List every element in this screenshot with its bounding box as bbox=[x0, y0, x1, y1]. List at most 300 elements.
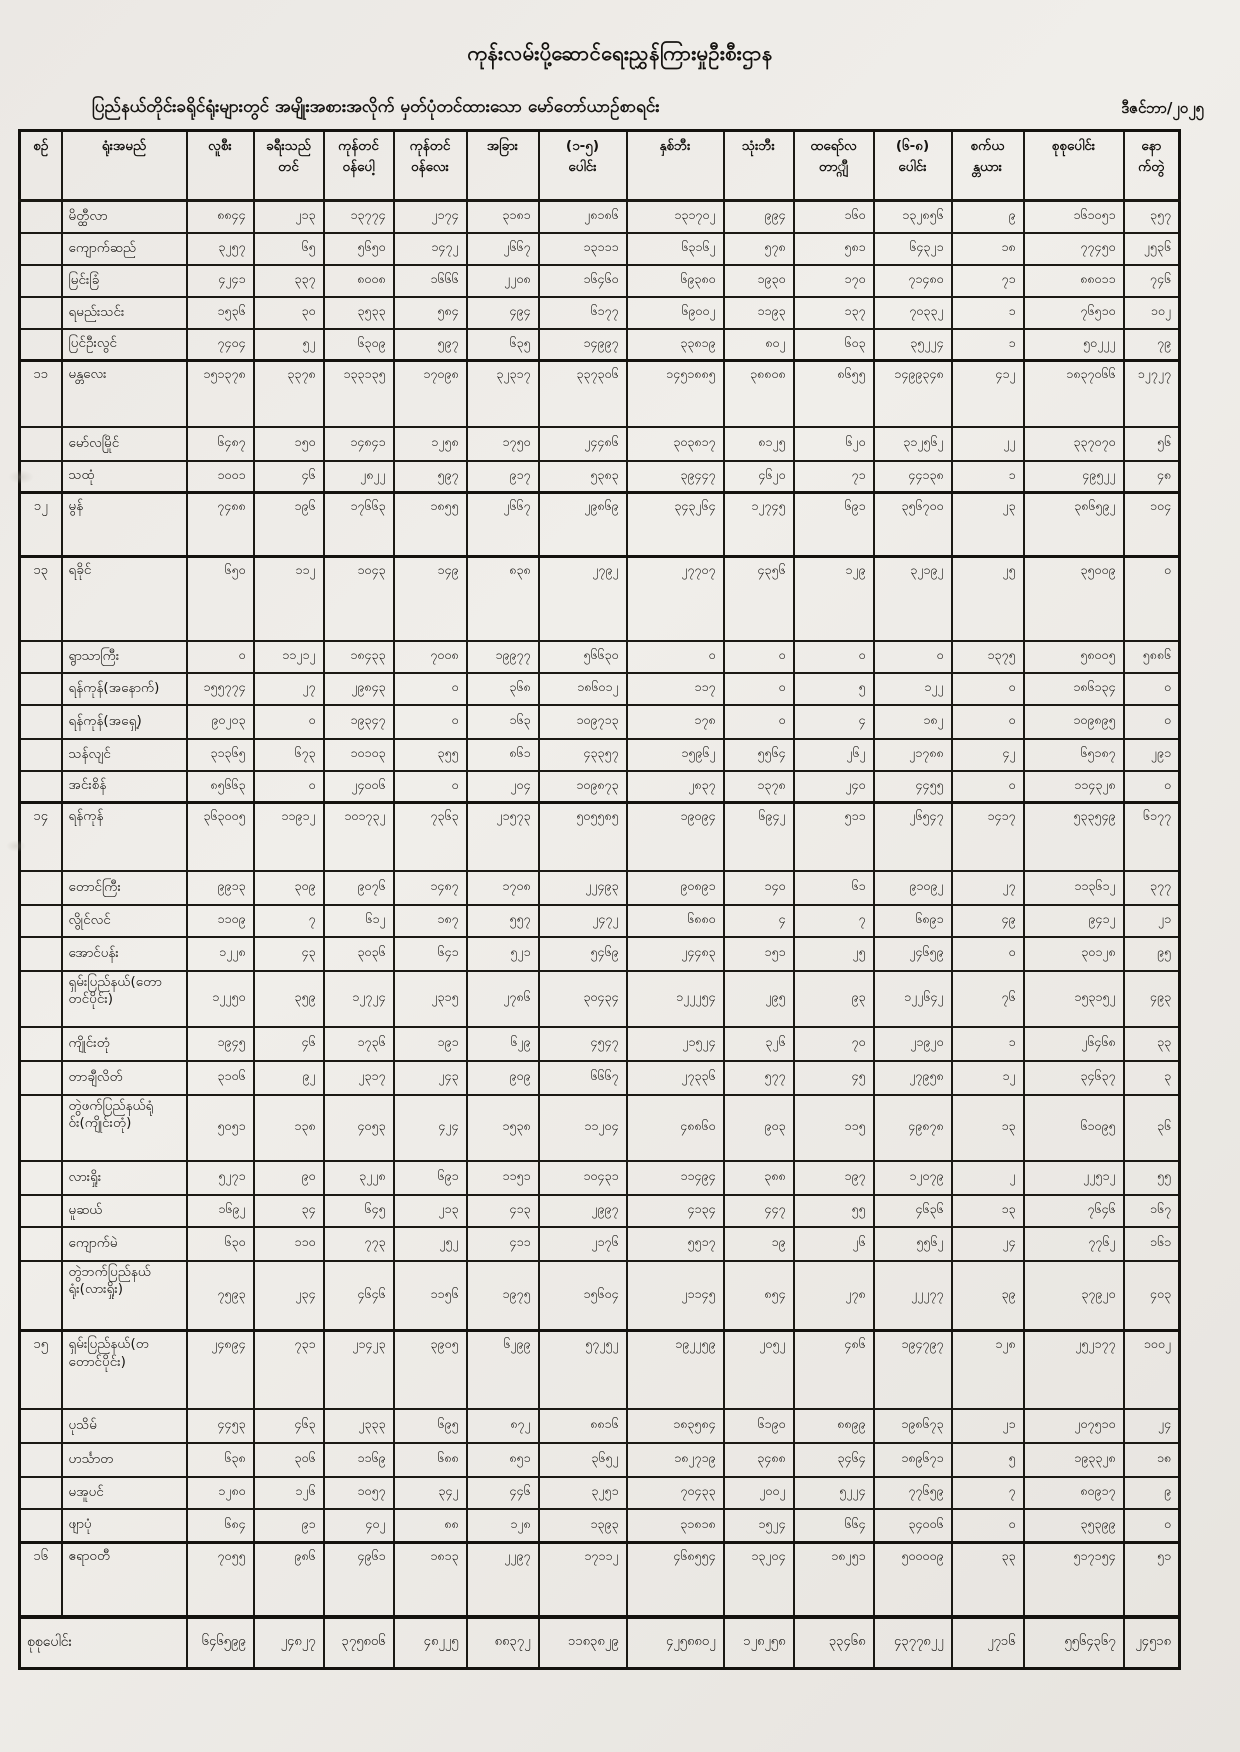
value-cell: ၁၈၉၆၇၁ bbox=[874, 1443, 952, 1477]
page-title: ကုန်းလမ်းပို့ဆောင်ရေးညွှန်ကြားမှုဦးစီးဌာန bbox=[467, 41, 773, 65]
value-cell: ၃၂၅၇ bbox=[187, 233, 254, 265]
value-cell: ၁၉၄၇၉၇ bbox=[874, 1331, 952, 1409]
office-name-cell: မြင်းခြံ bbox=[62, 265, 187, 297]
value-cell: ၁၅၁ bbox=[724, 937, 794, 971]
value-cell: ၁၅၆၀၄ bbox=[539, 1261, 627, 1331]
value-cell: ၅၈၄ bbox=[394, 297, 467, 329]
page-subtitle: ပြည်နယ်တိုင်းခရိုင်ရုံးများတွင် အမျိုးအစားအလိုက် မှတ်ပုံတင်ထားသော မော်တော်ယာဉ်စာရင်း bbox=[92, 97, 660, 117]
value-cell: ၀ bbox=[724, 673, 794, 705]
value-cell: ၈၈၀၁၁ bbox=[1024, 265, 1124, 297]
value-cell: ၄၉၅၂၂ bbox=[1024, 461, 1124, 493]
table-row bbox=[20, 905, 1180, 937]
value-cell: ၈၈ bbox=[394, 1509, 467, 1543]
value-cell: ၇၇၆၅၉ bbox=[874, 1477, 952, 1509]
office-name-cell: ကျိုင်းတုံ bbox=[62, 1027, 187, 1061]
value-cell: ၇၃၁ bbox=[254, 1331, 324, 1409]
office-name-cell: ရခိုင် bbox=[62, 557, 187, 641]
value-cell: ၉ bbox=[1124, 1477, 1180, 1509]
table-row bbox=[20, 361, 1180, 427]
value-cell: ၃၄၆၄ bbox=[794, 1443, 874, 1477]
value-cell: ၇၆၄၆ bbox=[1024, 1195, 1124, 1227]
value-cell: ၅၅၇ bbox=[467, 905, 539, 937]
value-cell: ၆၄၁ bbox=[394, 937, 467, 971]
value-cell: ၁၈၂ bbox=[874, 705, 952, 739]
office-name-cell: ဖျာပုံ bbox=[62, 1509, 187, 1543]
table-row bbox=[20, 673, 1180, 705]
serial-cell bbox=[20, 201, 62, 233]
value-cell: ၄၄၅၃ bbox=[187, 1409, 254, 1443]
value-cell: ၆၂၉၉ bbox=[467, 1331, 539, 1409]
value-cell: ၂၅၃၆ bbox=[1124, 233, 1180, 265]
value-cell: ၁၇၁၁၂ bbox=[539, 1543, 627, 1617]
value-cell: ၄၄၅၅ bbox=[874, 771, 952, 803]
value-cell: ၃၇၇ bbox=[1124, 871, 1180, 905]
value-cell: ၂၅ bbox=[952, 557, 1024, 641]
value-cell: ၁၉၆ bbox=[254, 493, 324, 557]
value-cell: ၇၉ bbox=[1124, 329, 1180, 361]
office-name-cell: ရန်ကုန်(အရှေ့) bbox=[62, 705, 187, 739]
value-cell: ၉၁ bbox=[254, 1509, 324, 1543]
serial-cell bbox=[20, 641, 62, 673]
value-cell: ၈၅၁ bbox=[467, 1443, 539, 1477]
value-cell: ၁၅၃၆ bbox=[187, 297, 254, 329]
office-name-cell: ပြင်ဦးလွင် bbox=[62, 329, 187, 361]
grand-total-cell: ၁၂၈၂၅၈ bbox=[724, 1617, 794, 1669]
value-cell: ၂၂၀၈ bbox=[467, 265, 539, 297]
table-row bbox=[20, 265, 1180, 297]
value-cell: ၁၀၁၀၃ bbox=[324, 739, 394, 771]
value-cell: ၃၂၁၉၂ bbox=[874, 557, 952, 641]
value-cell: ၁၄၈၇ bbox=[394, 871, 467, 905]
value-cell: ၁၂၈၀ bbox=[187, 1477, 254, 1509]
value-cell: ၁၇၈ bbox=[627, 705, 724, 739]
table-row bbox=[20, 937, 1180, 971]
value-cell: ၁၇၀၉၈ bbox=[394, 361, 467, 427]
value-cell: ၁၇၀၈ bbox=[467, 871, 539, 905]
vehicle-registry-table bbox=[18, 129, 1181, 1670]
value-cell: ၁၀၄၃၁ bbox=[539, 1161, 627, 1195]
value-cell: ၅၂ bbox=[254, 329, 324, 361]
serial-cell bbox=[20, 705, 62, 739]
value-cell: ၁၀၂ bbox=[1124, 297, 1180, 329]
value-cell: ၃၁၈၁ bbox=[467, 201, 539, 233]
column-header: ခရီးသည် တင် bbox=[254, 131, 324, 201]
value-cell: ၃၉ bbox=[952, 1261, 1024, 1331]
value-cell: ၁၁၃၆၁၂ bbox=[1024, 871, 1124, 905]
value-cell: ၆၃၈ bbox=[187, 1443, 254, 1477]
value-cell: ၂၁၄၂၃ bbox=[324, 1331, 394, 1409]
value-cell: ၂၃၄ bbox=[254, 1261, 324, 1331]
value-cell: ၈၃၈ bbox=[467, 557, 539, 641]
value-cell: ၇၃၆၃ bbox=[394, 803, 467, 871]
table-row bbox=[20, 233, 1180, 265]
value-cell: ၁၃ bbox=[952, 1195, 1024, 1227]
value-cell: ၂၃၁၅ bbox=[394, 971, 467, 1027]
value-cell: ၁၄၀ bbox=[724, 871, 794, 905]
column-header: နှစ်ဘီး bbox=[627, 131, 724, 201]
value-cell: ၆၇၃ bbox=[254, 739, 324, 771]
value-cell: ၆၁၇၇ bbox=[539, 297, 627, 329]
value-cell: ၆၅ bbox=[254, 233, 324, 265]
serial-cell bbox=[20, 771, 62, 803]
value-cell: ၄၄၁၃၈ bbox=[874, 461, 952, 493]
value-cell: ၄၃ bbox=[254, 937, 324, 971]
office-name-cell: ရန်ကုန်(အနောက်) bbox=[62, 673, 187, 705]
value-cell: ၄၅ bbox=[794, 1061, 874, 1095]
value-cell: ၅၉၇ bbox=[394, 329, 467, 361]
value-cell: ၁၂၉ bbox=[794, 557, 874, 641]
value-cell: ၂၆၄၆၈ bbox=[1024, 1027, 1124, 1061]
grand-total-cell: ၁၁၈၃၈၂၉ bbox=[539, 1617, 627, 1669]
value-cell: ၀ bbox=[1124, 705, 1180, 739]
value-cell: ၇၀၀၈ bbox=[394, 641, 467, 673]
value-cell: ၅ bbox=[794, 673, 874, 705]
value-cell: ၃၆၃၀၀၅ bbox=[187, 803, 254, 871]
value-cell: ၅၂၂၄ bbox=[794, 1477, 874, 1509]
value-cell: ၀ bbox=[394, 673, 467, 705]
office-name-cell: သန်လျင် bbox=[62, 739, 187, 771]
value-cell: ၁၉၃၃၂၈ bbox=[1024, 1443, 1124, 1477]
value-cell: ၃၁၀၆ bbox=[187, 1061, 254, 1095]
value-cell: ၀ bbox=[952, 937, 1024, 971]
table-row bbox=[20, 1443, 1180, 1477]
value-cell: ၃၃၇၃၀၆ bbox=[539, 361, 627, 427]
value-cell: ၂၁၇၆ bbox=[539, 1227, 627, 1261]
value-cell: ၁၉၇ bbox=[794, 1161, 874, 1195]
value-cell: ၀ bbox=[724, 705, 794, 739]
value-cell: ၁၂၇၂၇ bbox=[1124, 361, 1180, 427]
table-row bbox=[20, 1195, 1180, 1227]
serial-cell bbox=[20, 427, 62, 461]
value-cell: ၂၆ bbox=[794, 1227, 874, 1261]
value-cell: ၂၄၈၉၄ bbox=[187, 1331, 254, 1409]
column-header: စုစုပေါင်း bbox=[1024, 131, 1124, 201]
value-cell: ၂၇၈၆ bbox=[467, 971, 539, 1027]
value-cell: ၂၁၇၈၈ bbox=[874, 739, 952, 771]
value-cell: ၅၅၆၂ bbox=[874, 1227, 952, 1261]
value-cell: ၂၆၆၇ bbox=[467, 493, 539, 557]
table-row bbox=[20, 297, 1180, 329]
value-cell: ၁၈၆၁၃၄ bbox=[1024, 673, 1124, 705]
value-cell: ၆၉၁ bbox=[394, 1161, 467, 1195]
value-cell: ၁၂၂၈ bbox=[187, 937, 254, 971]
value-cell: ၆၈၈ bbox=[394, 1443, 467, 1477]
office-name-cell: မအူပင် bbox=[62, 1477, 187, 1509]
value-cell: ၇၄၆ bbox=[1124, 265, 1180, 297]
value-cell: ၁၀၉၇၁၃ bbox=[539, 705, 627, 739]
value-cell: ၇၁ bbox=[952, 265, 1024, 297]
value-cell: ၃၁၂၅၆၂ bbox=[874, 427, 952, 461]
value-cell: ၇၁ bbox=[794, 461, 874, 493]
value-cell: ၃၄၈၈ bbox=[724, 1443, 794, 1477]
value-cell: ၂၁၅၂၄ bbox=[627, 1027, 724, 1061]
office-name-cell: မော်လမြိုင် bbox=[62, 427, 187, 461]
value-cell: ၃၆ bbox=[1124, 1095, 1180, 1161]
grand-total-cell: ၆၄၆၅၉၉ bbox=[187, 1617, 254, 1669]
value-cell: ၂၅ bbox=[794, 937, 874, 971]
value-cell: ၁၈ bbox=[952, 233, 1024, 265]
value-cell: ၂၇၃၃၆ bbox=[627, 1061, 724, 1095]
value-cell: ၇၀၄၃၃ bbox=[627, 1477, 724, 1509]
value-cell: ၂၂ bbox=[952, 427, 1024, 461]
value-cell: ၄၉၈၇၈ bbox=[874, 1095, 952, 1161]
value-cell: ၆၅၀ bbox=[187, 557, 254, 641]
serial-cell: ၁၁ bbox=[20, 361, 62, 427]
value-cell: ၃၃ bbox=[1124, 1027, 1180, 1061]
value-cell: ၂၁၃ bbox=[394, 1195, 467, 1227]
value-cell: ၆၉၄၂ bbox=[724, 803, 794, 871]
office-name-cell: မူဆယ် bbox=[62, 1195, 187, 1227]
value-cell: ၃၃၈၁၉ bbox=[627, 329, 724, 361]
value-cell: ၁၁၉၃ bbox=[724, 297, 794, 329]
serial-cell: ၁၃ bbox=[20, 557, 62, 641]
value-cell: ၂၄၄၈၃ bbox=[627, 937, 724, 971]
value-cell: ၁၆၇ bbox=[1124, 1195, 1180, 1227]
value-cell: ၂၉၈၆၉ bbox=[539, 493, 627, 557]
grand-total-label: စုစုပေါင်း bbox=[20, 1617, 187, 1669]
grand-total-row bbox=[20, 1617, 1180, 1669]
value-cell: ၉၄၁၂ bbox=[1024, 905, 1124, 937]
value-cell: ၃၆၈ bbox=[467, 673, 539, 705]
value-cell: ၀ bbox=[1124, 557, 1180, 641]
value-cell: ၈၀၀၈ bbox=[324, 265, 394, 297]
value-cell: ၅၇၂၅၂ bbox=[539, 1331, 627, 1409]
value-cell: ၇၄၀၄ bbox=[187, 329, 254, 361]
value-cell: ၅၄၆၉ bbox=[539, 937, 627, 971]
value-cell: ၁၀၅၇ bbox=[324, 1477, 394, 1509]
value-cell: ၉ bbox=[952, 201, 1024, 233]
value-cell: ၂၄၇၂ bbox=[539, 905, 627, 937]
value-cell: ၁၈၃၇၀၆၆ bbox=[1024, 361, 1124, 427]
value-cell: ၄ bbox=[794, 705, 874, 739]
value-cell: ၃၂၆ bbox=[724, 1027, 794, 1061]
value-cell: ၁၁၅၁ bbox=[467, 1161, 539, 1195]
value-cell: ၁၃၇ bbox=[794, 297, 874, 329]
value-cell: ၄၂၄ bbox=[394, 1095, 467, 1161]
value-cell: ၁၃၈ bbox=[254, 1095, 324, 1161]
office-name-cell: မိတ္ထီလာ bbox=[62, 201, 187, 233]
value-cell: ၇ bbox=[254, 905, 324, 937]
value-cell: ၅၁၁ bbox=[794, 803, 874, 871]
value-cell: ၄၄၆ bbox=[467, 1477, 539, 1509]
value-cell: ၃၈၈၀၈ bbox=[724, 361, 794, 427]
value-cell: ၁၃၇၅ bbox=[952, 641, 1024, 673]
value-cell: ၅၆၅၀ bbox=[324, 233, 394, 265]
value-cell: ၃၅၀၀၉ bbox=[1024, 557, 1124, 641]
value-cell: ၂၂၉၇ bbox=[467, 1543, 539, 1617]
value-cell: ၃၃၇၀၇၀ bbox=[1024, 427, 1124, 461]
value-cell: ၀ bbox=[627, 641, 724, 673]
value-cell: ၁၆၄၆၀ bbox=[539, 265, 627, 297]
value-cell: ၂၀၇၅၁၀ bbox=[1024, 1409, 1124, 1443]
value-cell: ၉၀၇၆ bbox=[324, 871, 394, 905]
value-cell: ၄၆၈၅၅၄ bbox=[627, 1543, 724, 1617]
value-cell: ၁၉၉၇၇ bbox=[467, 641, 539, 673]
column-header: စက်ယ န္တယား bbox=[952, 131, 1024, 201]
value-cell: ၁၃၇၇၄ bbox=[324, 201, 394, 233]
value-cell: ၇၀၃၃၂ bbox=[874, 297, 952, 329]
value-cell: ၁၉၀၉၄ bbox=[627, 803, 724, 871]
value-cell: ၃၂၂၈ bbox=[324, 1161, 394, 1195]
value-cell: ၃၃၇၈ bbox=[254, 361, 324, 427]
value-cell: ၁၃၁၇၀၂ bbox=[627, 201, 724, 233]
value-cell: ၁၁၄၃၂၈ bbox=[1024, 771, 1124, 803]
value-cell: ၆၃၀၉ bbox=[324, 329, 394, 361]
column-header: အခြား bbox=[467, 131, 539, 201]
value-cell: ၄၄၇ bbox=[724, 1195, 794, 1227]
value-cell: ၉၀၂၀၃ bbox=[187, 705, 254, 739]
value-cell: ၀ bbox=[952, 673, 1024, 705]
serial-cell bbox=[20, 971, 62, 1027]
value-cell: ၂၂၅၁၂ bbox=[1024, 1161, 1124, 1195]
value-cell: ၃၅၃၃ bbox=[324, 297, 394, 329]
value-cell: ၀ bbox=[794, 641, 874, 673]
value-cell: ၁၁၂၀၄ bbox=[539, 1095, 627, 1161]
office-name-cell: ဧရာဝတီ bbox=[62, 1543, 187, 1617]
value-cell: ၃ bbox=[1124, 1061, 1180, 1095]
value-cell: ၄၀၂ bbox=[324, 1509, 394, 1543]
value-cell: ၄ bbox=[724, 905, 794, 937]
value-cell: ၇၆၅၁၀ bbox=[1024, 297, 1124, 329]
value-cell: ၁၈၇ bbox=[394, 905, 467, 937]
value-cell: ၂၁၉၂၀ bbox=[874, 1027, 952, 1061]
value-cell: ၅၃၈၃ bbox=[539, 461, 627, 493]
value-cell: ၅၅၁၇ bbox=[627, 1227, 724, 1261]
value-cell: ၅၂၇၁ bbox=[187, 1161, 254, 1195]
table-row bbox=[20, 1161, 1180, 1195]
value-cell: ၄၁၃ bbox=[467, 1195, 539, 1227]
value-cell: ၆၁၀၉၅ bbox=[1024, 1095, 1124, 1161]
value-cell: ၁၅၃၈ bbox=[467, 1095, 539, 1161]
value-cell: ၁၇၃၆ bbox=[324, 1027, 394, 1061]
value-cell: ၁၇၀ bbox=[794, 265, 874, 297]
value-cell: ၃၅၃၉၉ bbox=[1024, 1509, 1124, 1543]
value-cell: ၀ bbox=[874, 641, 952, 673]
value-cell: ၁၅၅၇၇၄ bbox=[187, 673, 254, 705]
value-cell: ၂၄၄၈၆ bbox=[539, 427, 627, 461]
office-name-cell: ရွာသာကြီး bbox=[62, 641, 187, 673]
office-name-cell: ရမည်းသင်း bbox=[62, 297, 187, 329]
table-row bbox=[20, 427, 1180, 461]
value-cell: ၅၀၅၅၈၅ bbox=[539, 803, 627, 871]
document-header bbox=[0, 0, 1240, 121]
value-cell: ၆၅၁၈၇ bbox=[1024, 739, 1124, 771]
value-cell: ၁၁၆၉ bbox=[324, 1443, 394, 1477]
value-cell: ၃၉၄၄၇ bbox=[627, 461, 724, 493]
value-cell: ၁၄၉ bbox=[394, 557, 467, 641]
value-cell: ၆၂၀ bbox=[794, 427, 874, 461]
serial-cell bbox=[20, 1409, 62, 1443]
value-cell: ၅၅၆၄ bbox=[724, 739, 794, 771]
value-cell: ၂၇၈ bbox=[794, 1261, 874, 1331]
value-cell: ၈၇၂ bbox=[467, 1409, 539, 1443]
table-row bbox=[20, 1061, 1180, 1095]
value-cell: ၀ bbox=[1124, 673, 1180, 705]
value-cell: ၁၈ bbox=[1124, 1443, 1180, 1477]
value-cell: ၀ bbox=[724, 641, 794, 673]
value-cell: ၆၄၅ bbox=[324, 1195, 394, 1227]
value-cell: ၃၄၃၂၆၄ bbox=[627, 493, 724, 557]
value-cell: ၁၅၂၄ bbox=[724, 1509, 794, 1543]
value-cell: ၁၁၀၉ bbox=[187, 905, 254, 937]
value-cell: ၃၀၉ bbox=[254, 871, 324, 905]
value-cell: ၃၄၀၀၆ bbox=[874, 1509, 952, 1543]
office-name-cell: ကျောက်မဲ bbox=[62, 1227, 187, 1261]
value-cell: ၆၉၁ bbox=[794, 493, 874, 557]
value-cell: ၁၄၁၇ bbox=[952, 803, 1024, 871]
value-cell: ၆၀၃ bbox=[794, 329, 874, 361]
grand-total-cell: ၂၄၈၂၇ bbox=[254, 1617, 324, 1669]
value-cell: ၈၀၉၁၇ bbox=[1024, 1477, 1124, 1509]
value-cell: ၄၁၃၄ bbox=[627, 1195, 724, 1227]
value-cell: ၃၁၈၁၈ bbox=[627, 1509, 724, 1543]
value-cell: ၁၃၉၃ bbox=[539, 1509, 627, 1543]
serial-cell bbox=[20, 1027, 62, 1061]
serial-cell bbox=[20, 937, 62, 971]
value-cell: ၅၀၀၀၀၉ bbox=[874, 1543, 952, 1617]
value-cell: ၀ bbox=[952, 1509, 1024, 1543]
column-header: ကုန်တင် ဝန်လေး bbox=[394, 131, 467, 201]
serial-cell bbox=[20, 1061, 62, 1095]
value-cell: ၈၆၁ bbox=[467, 739, 539, 771]
value-cell: ၄၁၁ bbox=[467, 1227, 539, 1261]
grand-total-cell: ၃၇၅၈၀၆ bbox=[324, 1617, 394, 1669]
value-cell: ၄၈ bbox=[1124, 461, 1180, 493]
office-name-cell: လားရှိုး bbox=[62, 1161, 187, 1195]
serial-cell bbox=[20, 1477, 62, 1509]
value-cell: ၂၅၂၁၇၇ bbox=[1024, 1331, 1124, 1409]
column-header: ထရော်လ တာ္ဂျီ bbox=[794, 131, 874, 201]
value-cell: ၂၂၂၇၇ bbox=[874, 1261, 952, 1331]
value-cell: ၂၈၁၈၆ bbox=[539, 201, 627, 233]
value-cell: ၁၉၈၆၇၃ bbox=[874, 1409, 952, 1443]
value-cell: ၃၀၁၂၈ bbox=[1024, 937, 1124, 971]
serial-cell bbox=[20, 905, 62, 937]
value-cell: ၅၁ bbox=[1124, 1543, 1180, 1617]
date-note: ဒီဇင်ဘာ/၂၀၂၅ bbox=[1121, 99, 1204, 117]
value-cell: ၁၈၂၅၁ bbox=[794, 1543, 874, 1617]
value-cell: ၃၂၃၁၇ bbox=[467, 361, 539, 427]
column-header: ရုံးအမည် bbox=[62, 131, 187, 201]
value-cell: ၀ bbox=[952, 771, 1024, 803]
table-row bbox=[20, 641, 1180, 673]
value-cell: ၅၆ bbox=[1124, 427, 1180, 461]
office-name-cell: ကျောက်ဆည် bbox=[62, 233, 187, 265]
value-cell: ၇၆ bbox=[952, 971, 1024, 1027]
value-cell: ၇၇၆၂ bbox=[1024, 1227, 1124, 1261]
value-cell: ၂၉၉၇ bbox=[539, 1195, 627, 1227]
value-cell: ၁၀၁၇၃၂ bbox=[324, 803, 394, 871]
value-cell: ၁ bbox=[952, 461, 1024, 493]
serial-cell bbox=[20, 1509, 62, 1543]
value-cell: ၃၃ bbox=[952, 1543, 1024, 1617]
value-cell: ၁ bbox=[952, 297, 1024, 329]
value-cell: ၄၈၆ bbox=[794, 1331, 874, 1409]
value-cell: ၁၂၂၅၀ bbox=[187, 971, 254, 1027]
value-cell: ၂၄ bbox=[952, 1227, 1024, 1261]
value-cell: ၉၅ bbox=[1124, 937, 1180, 971]
value-cell: ၄၉၃ bbox=[1124, 971, 1180, 1027]
value-cell: ၄၉၆၁ bbox=[324, 1543, 394, 1617]
value-cell: ၁၃၃၁၃၅ bbox=[324, 361, 394, 427]
value-cell: ၂၆၆၇ bbox=[467, 233, 539, 265]
value-cell: ၁၂၈ bbox=[467, 1509, 539, 1543]
value-cell: ၅၅ bbox=[794, 1195, 874, 1227]
value-cell: ၃၀၆ bbox=[254, 1443, 324, 1477]
value-cell: ၅၅ bbox=[1124, 1161, 1180, 1195]
value-cell: ၁၄၉၉၇ bbox=[539, 329, 627, 361]
grand-total-cell: ၈၈၃၇၂ bbox=[467, 1617, 539, 1669]
